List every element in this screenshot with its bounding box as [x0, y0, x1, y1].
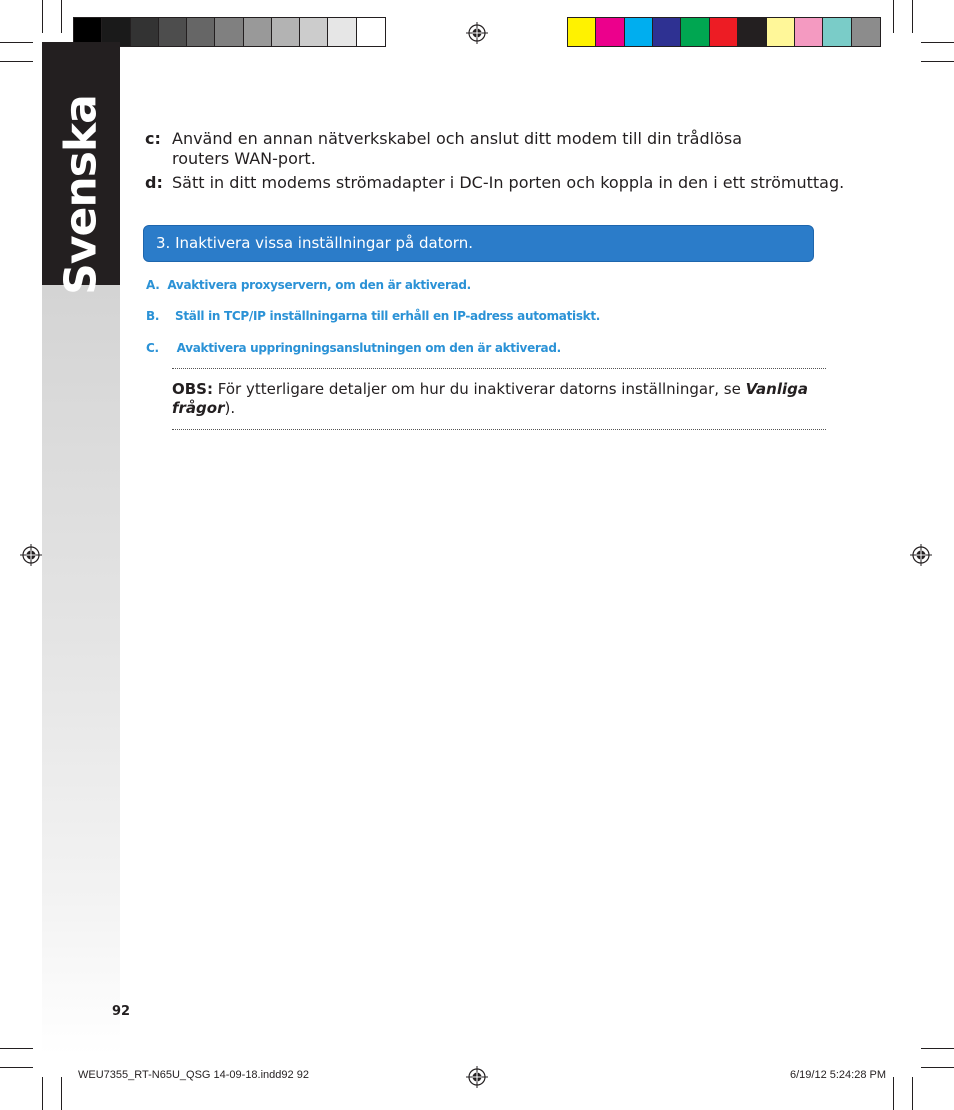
page-number: 92	[112, 1004, 131, 1019]
item-text: Ställ in TCP/IP inställningarna till erhåll en IP-adress automatiskt.	[175, 309, 601, 323]
crop-mark	[0, 1048, 33, 1049]
color-swatch	[653, 18, 681, 46]
color-swatch	[823, 18, 851, 46]
step-text: Sätt in ditt modems strömadapter i DC-In porten och koppla in den i ett strömuttag.	[172, 173, 845, 192]
color-swatch	[710, 18, 738, 46]
crop-mark	[921, 1067, 954, 1068]
color-swatch	[852, 18, 880, 46]
color-swatch	[131, 18, 159, 46]
item-text: Avaktivera uppringningsanslutningen om den är aktiverad.	[176, 341, 561, 355]
crop-mark	[912, 1077, 913, 1110]
note-suffix: ).	[224, 399, 236, 417]
color-swatch	[300, 18, 328, 46]
list-item	[146, 308, 600, 324]
sidebar-gradient	[42, 285, 120, 1055]
color-swatch	[681, 18, 709, 46]
registration-mark-icon	[910, 544, 932, 566]
crop-mark	[42, 1077, 43, 1110]
section-banner: 3. Inaktivera vissa inställningar på datorn.	[143, 225, 814, 262]
crop-mark	[912, 0, 913, 33]
item-label: B.	[146, 309, 160, 323]
list-item	[146, 277, 471, 293]
color-bar	[567, 17, 881, 47]
crop-mark	[42, 0, 43, 33]
crop-mark	[921, 61, 954, 62]
note	[172, 380, 812, 418]
color-swatch	[328, 18, 356, 46]
registration-mark-icon	[466, 1066, 488, 1088]
divider	[172, 368, 826, 369]
crop-mark	[893, 0, 894, 33]
color-swatch	[187, 18, 215, 46]
color-swatch	[625, 18, 653, 46]
footer-timestamp: 6/19/12 5:24:28 PM	[789, 1069, 886, 1081]
crop-mark	[0, 61, 33, 62]
color-swatch	[738, 18, 766, 46]
color-swatch	[215, 18, 243, 46]
step-label: c:	[145, 129, 161, 148]
crop-mark	[921, 1048, 954, 1049]
crop-mark	[0, 1067, 33, 1068]
note-prefix: OBS:	[172, 380, 213, 398]
color-swatch	[767, 18, 795, 46]
color-swatch	[272, 18, 300, 46]
crop-mark	[921, 42, 954, 43]
note-text: För ytterligare detaljer om hur du inaktiverar datorns inställningar, se	[213, 380, 746, 398]
list-item	[146, 340, 561, 356]
footer-file: WEU7355_RT-N65U_QSG 14-09-18.indd92 92	[78, 1069, 309, 1081]
registration-mark-icon	[466, 22, 488, 44]
crop-mark	[61, 1077, 62, 1110]
divider	[172, 429, 826, 430]
language-tab-label: Svenska	[55, 95, 107, 295]
color-swatch	[244, 18, 272, 46]
registration-mark-icon	[20, 544, 42, 566]
color-swatch	[795, 18, 823, 46]
color-swatch	[568, 18, 596, 46]
crop-mark	[893, 1077, 894, 1110]
item-text: Avaktivera proxyservern, om den är aktiverad.	[167, 278, 471, 292]
item-label: A.	[146, 278, 160, 292]
note-link[interactable]: Vanliga frågor	[172, 380, 808, 417]
item-label: C.	[146, 341, 159, 355]
step-label: d:	[145, 173, 163, 192]
step-text: Använd en annan nätverkskabel och anslut ditt modem till din trådlösa routers WAN-port.	[172, 129, 742, 168]
crop-mark	[61, 0, 62, 33]
color-swatch	[596, 18, 624, 46]
color-swatch	[357, 18, 385, 46]
crop-mark	[0, 42, 33, 43]
color-swatch	[159, 18, 187, 46]
